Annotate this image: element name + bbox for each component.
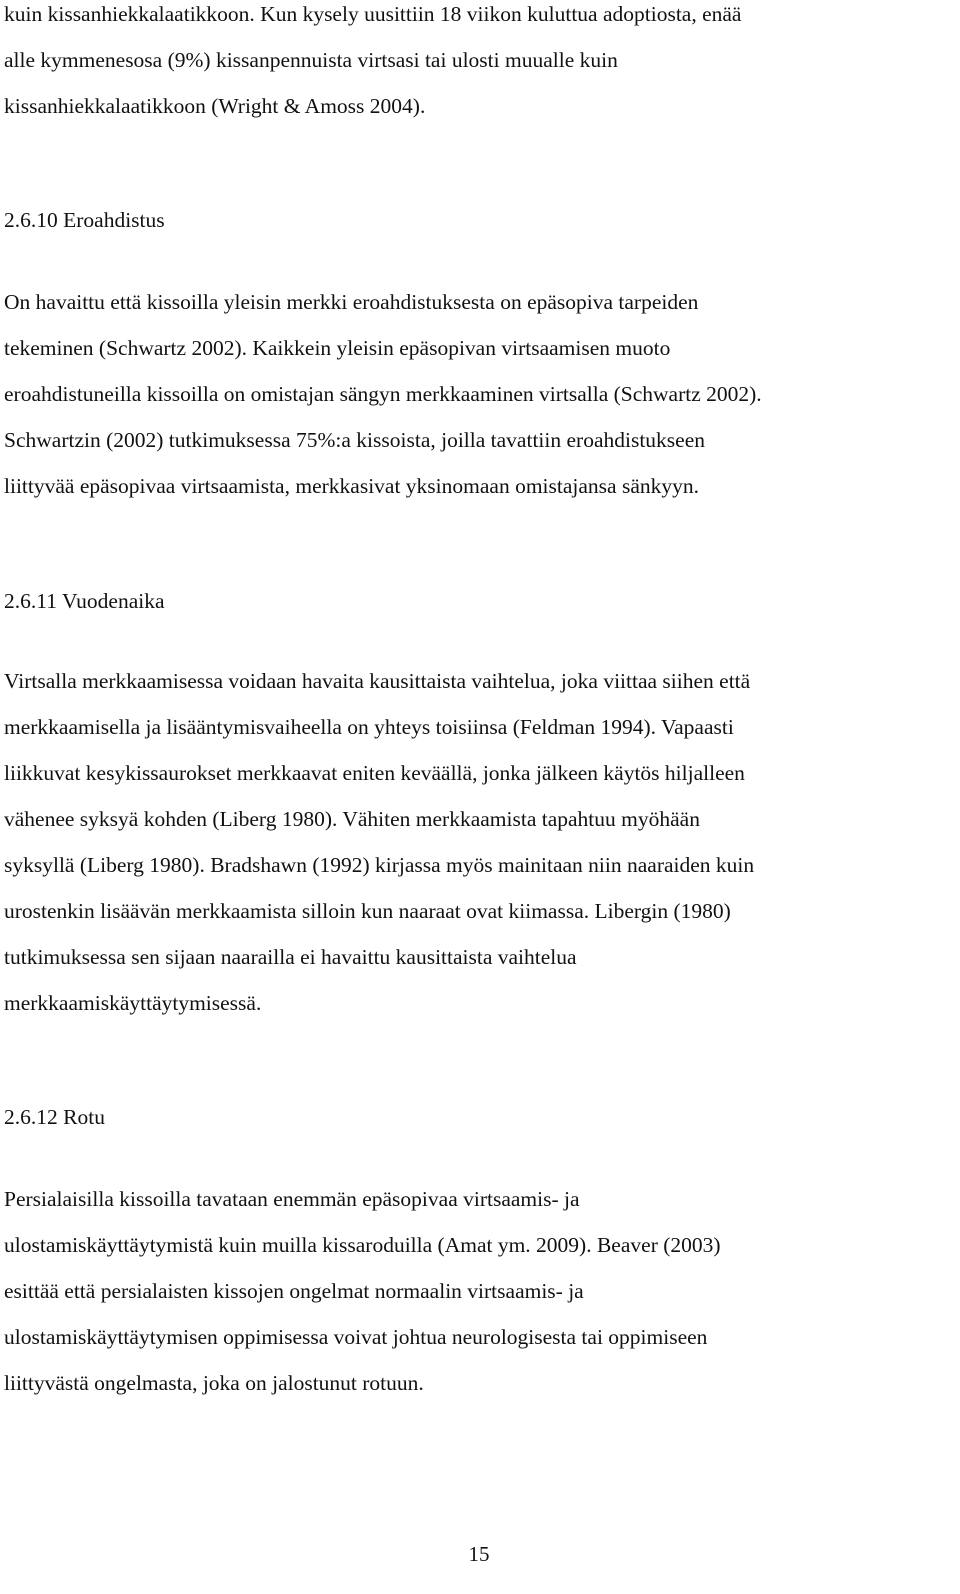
text-line: syksyllä (Liberg 1980). Bradshawn (1992) kirjassa myös mainitaan niin naaraiden kuin <box>4 853 755 877</box>
text-line: On havaittu että kissoilla yleisin merkki eroahdistuksesta on epäsopiva tarpeiden <box>4 290 699 314</box>
text-line: merkkaamisella ja lisääntymisvaiheella on yhteys toisiinsa (Feldman 1994). Vapaasti <box>4 715 734 739</box>
page-number: 15 <box>468 1542 490 1566</box>
text-line: alle kymmenesosa (9%) kissanpennuista virtsasi tai ulosti muualle kuin <box>4 48 618 72</box>
text-line: tekeminen (Schwartz 2002). Kaikkein yleisin epäsopivan virtsaamisen muoto <box>4 336 671 360</box>
text-line: liittyvästä ongelmasta, joka on jalostunut rotuun. <box>4 1371 424 1395</box>
text-line: liikkuvat kesykissaurokset merkkaavat eniten keväällä, jonka jälkeen käytös hiljalleen <box>4 761 745 785</box>
section-heading-vuodenaika: 2.6.11 Vuodenaika <box>4 589 165 613</box>
document-page <box>4 0 954 1594</box>
text-line: ulostamiskäyttäytymisen oppimisessa voivat johtua neurologisesta tai oppimiseen <box>4 1325 708 1349</box>
text-line: esittää että persialaisten kissojen ongelmat normaalin virtsaamis- ja <box>4 1279 584 1303</box>
text-line: kuin kissanhiekkalaatikkoon. Kun kysely uusittiin 18 viikon kuluttua adoptiosta, enää <box>4 2 742 26</box>
text-line: Schwartzin (2002) tutkimuksessa 75%:a kissoista, joilla tavattiin eroahdistukseen <box>4 428 706 452</box>
text-line: kissanhiekkalaatikkoon (Wright & Amoss 2004). <box>4 94 426 118</box>
text-line: vähenee syksyä kohden (Liberg 1980). Vähiten merkkaamista tapahtuu myöhään <box>4 807 700 831</box>
text-line: liittyvää epäsopivaa virtsaamista, merkkasivat yksinomaan omistajansa sänkyyn. <box>4 474 699 498</box>
text-line: ulostamiskäyttäytymistä kuin muilla kissaroduilla (Amat ym. 2009). Beaver (2003) <box>4 1233 721 1257</box>
text-line: Persialaisilla kissoilla tavataan enemmän epäsopivaa virtsaamis- ja <box>4 1187 580 1211</box>
text-line: Virtsalla merkkaamisessa voidaan havaita kausittaista vaihtelua, joka viittaa siihen että <box>4 669 751 693</box>
text-line: urostenkin lisäävän merkkaamista silloin kun naaraat ovat kiimassa. Libergin (1980) <box>4 899 731 923</box>
section-heading-eroahdistus: 2.6.10 Eroahdistus <box>4 208 165 232</box>
section-heading-rotu: 2.6.12 Rotu <box>4 1105 105 1129</box>
text-line: eroahdistuneilla kissoilla on omistajan sängyn merkkaaminen virtsalla (Schwartz 2002). <box>4 382 762 406</box>
text-line: tutkimuksessa sen sijaan naarailla ei havaittu kausittaista vaihtelua <box>4 945 577 969</box>
text-line: merkkaamiskäyttäytymisessä. <box>4 991 262 1015</box>
